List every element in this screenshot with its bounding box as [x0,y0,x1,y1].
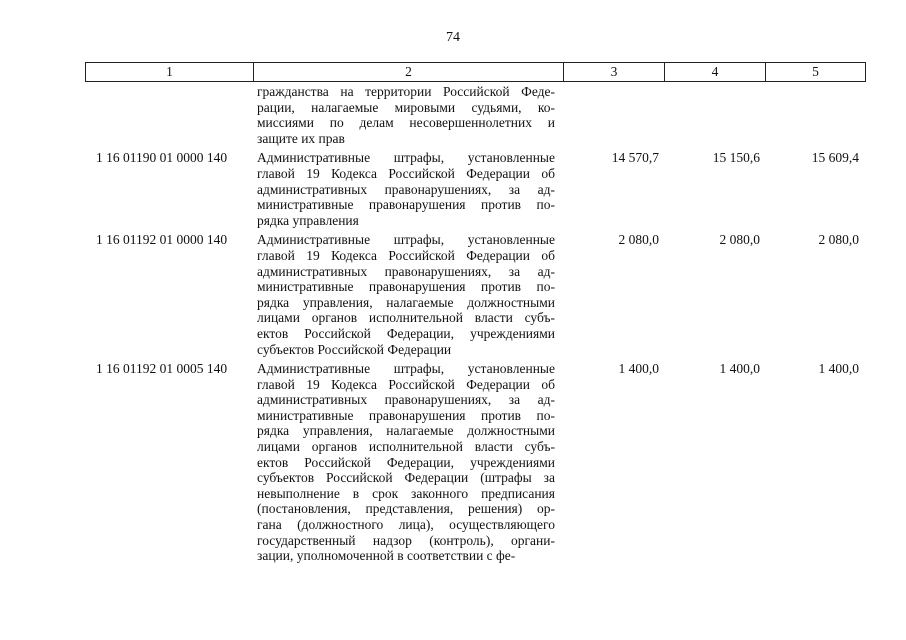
amount-cell-col4: 2 080,0 [719,232,760,248]
income-name-line: гражданства на территории Российской Феде- [257,84,555,99]
income-name-line: рядка управления, налагаемые должностными [257,294,555,310]
table-body [85,84,866,564]
budget-code-cell: 1 16 01192 01 0005 140 [96,361,228,377]
income-name-line: министративные правонарушения против по- [257,197,555,213]
income-name-line: гана (должностного лица), осуществляющего [257,517,555,533]
income-name-line: Административные штрафы, установленные [257,150,555,166]
income-name-line: Административные штрафы, установленные [257,361,555,377]
budget-code-cell: 1 16 01190 01 0000 140 [96,150,228,166]
income-name-line: ектов Российской Федерации, учреждениями [257,325,555,341]
income-name-cell [253,84,563,146]
amount-cell-col5 [765,84,864,146]
income-name-line: главой 19 Кодекса Российской Федерации об [257,376,555,392]
amount-cell-col4: 1 400,0 [719,361,760,377]
amount-cell-col4: 15 150,6 [712,150,760,166]
income-name-line: министративные правонарушения против по- [257,407,555,423]
income-name-line: министративные правонарушения против по- [257,279,555,295]
income-name-line: (постановления, представления, решения) ор- [257,501,555,517]
table-row [85,361,866,564]
amount-cell-col5: 1 400,0 [818,361,859,377]
income-name-line: государственный надзор (контроль), органи- [257,532,555,548]
column-header-1: 1 [86,63,254,81]
amount-cell-col3: 1 400,0 [618,361,659,377]
column-header-5: 5 [812,64,819,79]
amount-cell-col3 [563,84,664,146]
income-name-cell [253,232,563,357]
income-name-line: защите их прав [257,130,345,146]
income-name-line: главой 19 Кодекса Российской Федерации об [257,247,555,263]
table-row [85,232,866,357]
table-row [85,84,866,146]
income-name-line: административных правонарушениях, за ад- [257,263,555,279]
column-header-3: 3 [564,63,665,81]
income-name-line: административных правонарушениях, за ад- [257,181,555,197]
income-name-line: рации, налагаемые мировыми судьями, ко- [257,99,555,115]
budget-code-cell [85,84,253,146]
budget-code-cell: 1 16 01192 01 0000 140 [96,232,228,248]
income-name-line: субъектов Российской Федерации [257,341,452,357]
amount-cell-col5: 2 080,0 [818,232,859,248]
table-header [85,62,866,82]
amount-cell-col5: 15 609,4 [811,150,859,166]
amount-cell-col3: 14 570,7 [611,150,659,166]
income-name-line: Административные штрафы, установленные [257,232,555,248]
income-name-line: лицами органов исполнительной власти субъ- [257,310,555,326]
income-name-line: главой 19 Кодекса Российской Федерации об [257,165,555,181]
amount-cell-col4 [664,84,765,146]
column-header-4: 4 [665,63,766,81]
income-name-line: рядка управления, налагаемые должностными [257,423,555,439]
income-name-line: рядка управления [257,212,359,228]
table-row [85,150,866,228]
income-name-line: ектов Российской Федерации, учреждениями [257,454,555,470]
amount-cell-col3: 2 080,0 [618,232,659,248]
income-name-line: зации, уполномоченной в соответствии с фе- [257,548,516,564]
income-name-line: лицами органов исполнительной власти субъ- [257,439,555,455]
column-header-2: 2 [254,63,564,81]
income-name-cell [253,150,563,228]
income-name-cell [253,361,563,564]
income-name-line: административных правонарушениях, за ад- [257,392,555,408]
income-name-line: невыполнение в срок законного предписания [257,485,555,501]
page-number: 74 [446,30,460,45]
income-name-line: миссиями по делам несовершеннолетних и [257,115,555,131]
income-name-line: субъектов Российской Федерации (штрафы за [257,470,555,486]
